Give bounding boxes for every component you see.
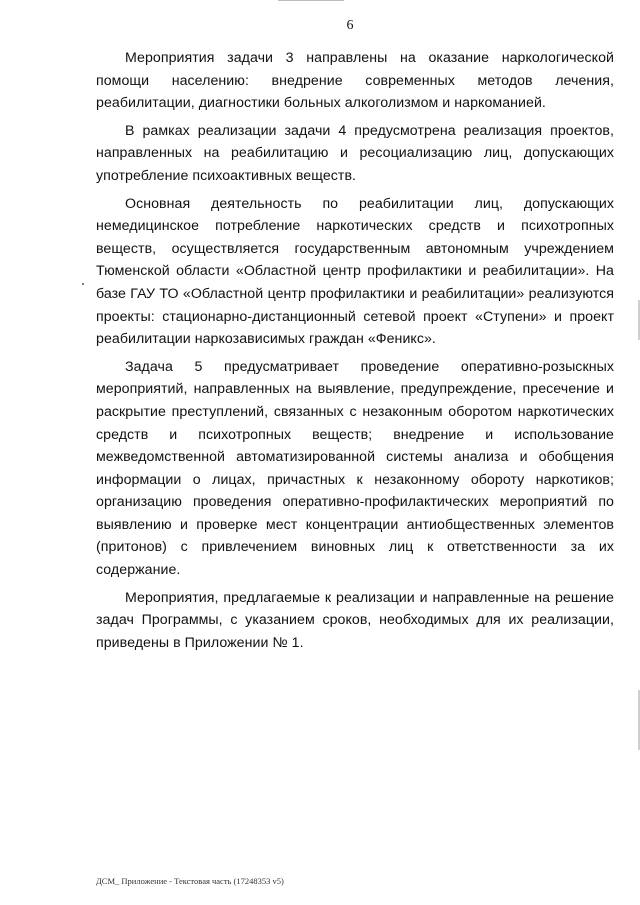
margin-mark <box>82 283 84 285</box>
body-text <box>96 47 614 654</box>
paragraph: Задача 5 предусматривает проведение оперативно-розыскных мероприятий, направленных на выявление, предупреждение, пресечение и раскрытие преступлений, связанных с незаконным оборотом наркотических средств и психотропных веществ; внедрение и использование межведомственной автоматизированной системы анализа и обобщения информации о лицах, причастных к незаконному обороту наркотиков; организацию проведения оперативно-профилактических мероприятий по выявлению и проверке мест концентрации антиобщественных элементов (притонов) с привлечением виновных лиц к ответственности за их содержание. <box>96 358 614 579</box>
paragraph: В рамках реализации задачи 4 предусмотрена реализация проектов, направленных на реабилитацию и ресоциализацию лиц, допускающих употребление психоактивных веществ. <box>96 122 614 184</box>
document-footer: ДСМ_ Приложение - Текстовая часть (17248353 v5) <box>96 876 284 886</box>
paragraph: Основная деятельность по реабилитации лиц, допускающих немедицинское потребление наркотических средств и психотропных веществ, осуществляется государственным автономным учреждением Тюменской области «Областной центр профилактики и реабилитации». На базе ГАУ ТО «Областной центр профилактики и реабилитации» реализуются проекты: стационарно-дистанционный сетевой проект «Ступени» и проект реабилитации наркозависимых граждан «Феникс». <box>96 195 614 348</box>
paragraph: Мероприятия, предлагаемые к реализации и направленные на решение задач Программы, с указанием сроков, необходимых для их реализации, приведены в Приложении № 1. <box>96 589 614 651</box>
paragraph: Мероприятия задачи 3 направлены на оказание наркологической помощи населению: внедрение современных методов лечения, реабилитации, диагностики больных алкоголизмом и наркоманией. <box>96 50 614 112</box>
page-number: 6 <box>346 18 354 33</box>
scan-top-line <box>278 0 344 1</box>
